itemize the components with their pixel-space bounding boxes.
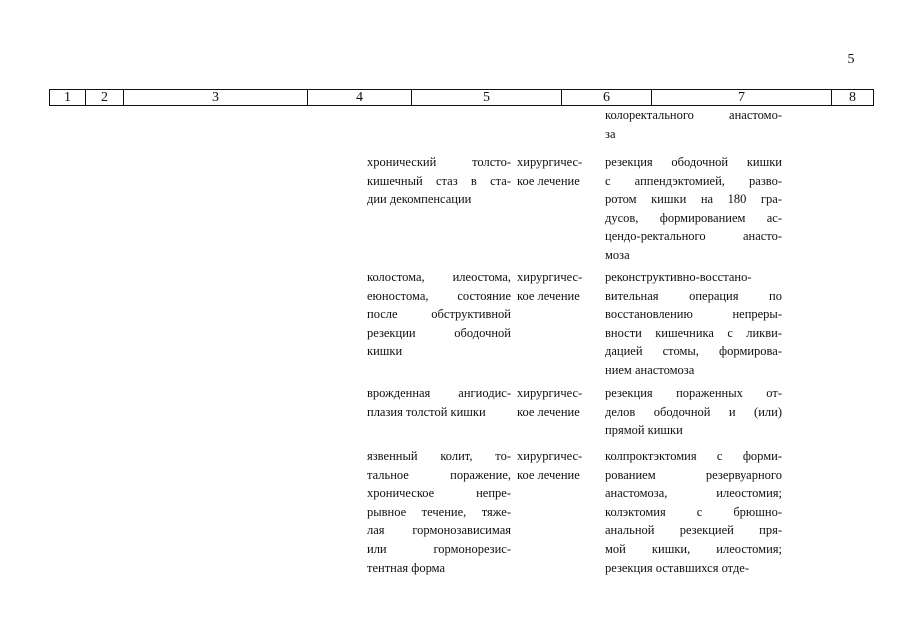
cell-line: цендо-ректального анасто- — [605, 229, 782, 244]
treatment-method-cell — [605, 384, 782, 440]
cell-line: делов ободочной и (или) — [605, 404, 782, 419]
cell-line: рованием резервуарного — [605, 467, 782, 482]
cell-line: кое лечение — [517, 173, 580, 188]
cell-line: резекция ободочной кишки — [605, 155, 782, 169]
header-col-8: 8 — [849, 90, 856, 105]
treatment-type-cell — [517, 153, 599, 190]
cell-line: тентная форма — [367, 560, 446, 575]
cell-line: кое лечение — [517, 404, 580, 419]
cell-line: дацией стомы, формирова- — [605, 344, 782, 359]
cell-line: рывное течение, тяже- — [367, 504, 511, 519]
cell-line: вительная операция по — [605, 288, 782, 303]
treatment-method-cell — [605, 447, 782, 577]
cell-line: тальное поражение, — [367, 467, 511, 482]
cell-line: дусов, формированием ас- — [605, 210, 782, 225]
cell-line: хронический толсто- — [367, 155, 511, 169]
header-col-6: 6 — [562, 90, 652, 105]
cell-line: колпроктэктомия с форми- — [605, 449, 782, 463]
cell-line: кое лечение — [517, 288, 580, 303]
diagnosis-cell — [367, 268, 511, 361]
cell-line: хроническое непре- — [367, 486, 511, 501]
cell-line: с аппендэктомией, разво- — [605, 173, 782, 188]
treatment-type-cell — [517, 447, 599, 484]
cell-line: колэктомия с брюшно- — [605, 504, 782, 519]
header-col-4: 4 — [308, 90, 412, 105]
cell-line: лая гормонозависимая — [367, 523, 511, 538]
table-header-row — [49, 89, 874, 106]
cell-line: вности кишечника с ликви- — [605, 325, 782, 340]
cell-line: хирургичес- — [517, 155, 583, 169]
cell-line: хирургичес- — [517, 386, 583, 400]
cell-line: анастомоза, илеостомия; — [605, 486, 782, 501]
cell-line: язвенный колит, то- — [367, 449, 511, 463]
cell-line: мой кишки, илеостомия; — [605, 541, 782, 556]
cell-line: реконструктивно-восстано- — [605, 270, 752, 284]
header-col-3: 3 — [124, 90, 308, 105]
cell-line: за — [605, 126, 616, 141]
treatment-method-cell — [605, 268, 782, 380]
header-col-2: 2 — [86, 90, 124, 105]
cell-line: резекции ободочной — [367, 325, 511, 340]
cell-line: нием анастомоза — [605, 362, 695, 377]
diagnosis-cell — [367, 447, 511, 577]
page-number: 5 — [847, 52, 855, 67]
cell-line: резекция оставшихся отде- — [605, 560, 750, 575]
cell-line: хирургичес- — [517, 449, 583, 463]
cell-line: врожденная ангиодис- — [367, 386, 511, 400]
cell-line: восстановлению непреры- — [605, 307, 782, 322]
cell-line: плазия толстой кишки — [367, 404, 486, 419]
cell-line: хирургичес- — [517, 270, 583, 284]
cell-line: кишки — [367, 344, 403, 359]
cell-line: кое лечение — [517, 467, 580, 482]
cell-line: прямой кишки — [605, 423, 683, 438]
header-col-1: 1 — [50, 90, 86, 105]
treatment-type-cell — [517, 268, 599, 305]
header-col-5: 5 — [412, 90, 562, 105]
cell-line: колостома, илеостома, — [367, 270, 511, 284]
cell-line: кишечный стаз в ста- — [367, 173, 511, 188]
header-col-7: 7 — [652, 90, 832, 105]
cell-line: моза — [605, 247, 630, 262]
cell-line: колоректального анастомо- — [605, 108, 782, 122]
continuation-treatment-method — [605, 106, 782, 143]
cell-line: или гормонорезис- — [367, 541, 511, 556]
cell-line: после обструктивной — [367, 307, 511, 322]
cell-line: анальной резекцией пря- — [605, 523, 782, 538]
diagnosis-cell — [367, 384, 511, 421]
cell-line: резекция пораженных от- — [605, 386, 782, 400]
cell-line: еюностома, состояние — [367, 288, 511, 303]
diagnosis-cell — [367, 153, 511, 209]
cell-line: ротом кишки на 180 гра- — [605, 192, 782, 207]
treatment-type-cell — [517, 384, 599, 421]
cell-line: дии декомпенсации — [367, 192, 472, 207]
treatment-method-cell — [605, 153, 782, 265]
